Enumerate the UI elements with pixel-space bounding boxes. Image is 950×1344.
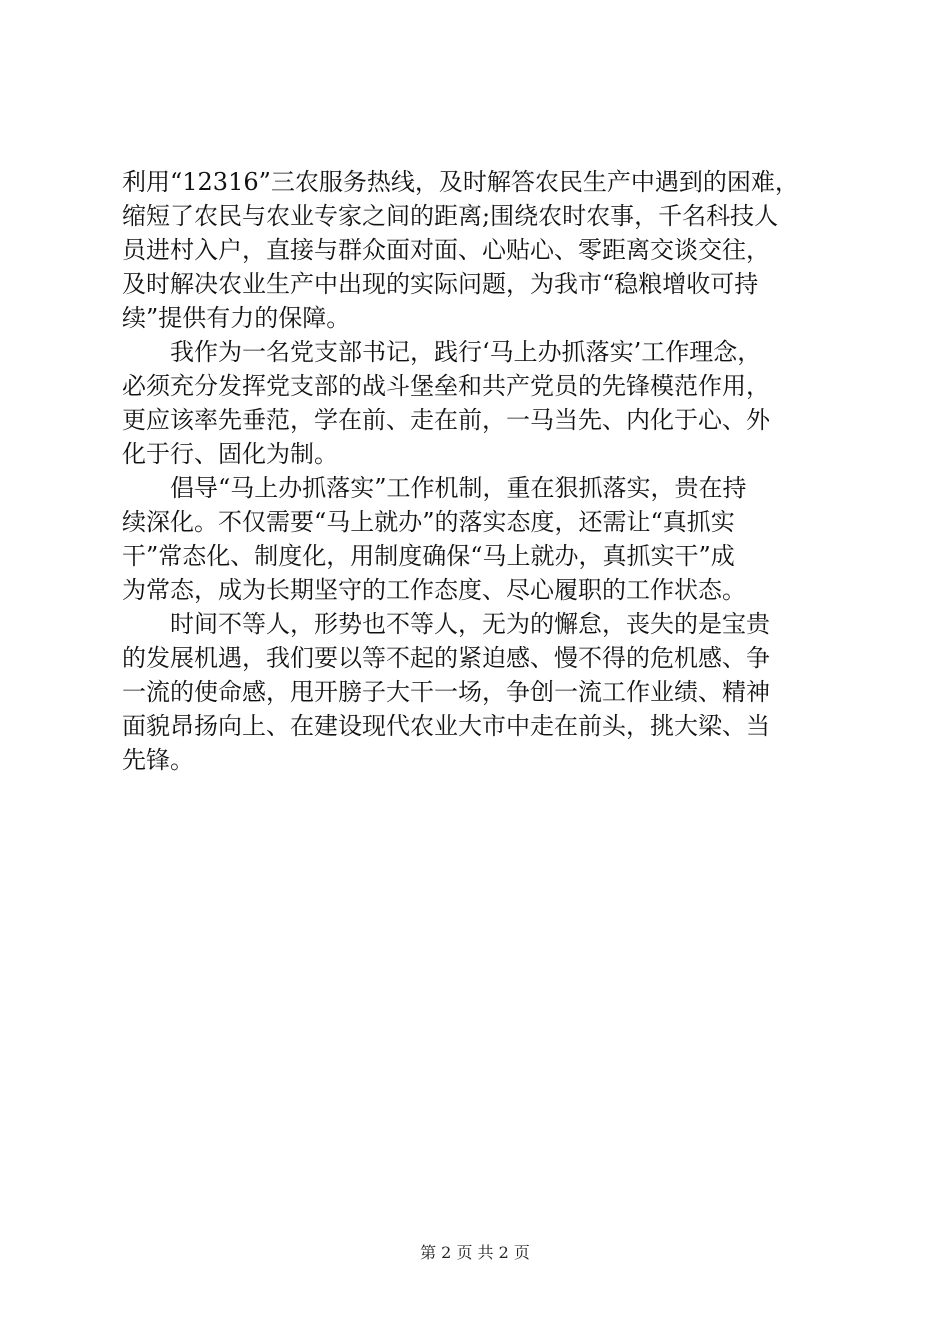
text-line: 必须充分发挥党支部的战斗堡垒和共产党员的先锋模范作用， <box>122 372 770 400</box>
text-line: 的发展机遇，我们要以等不起的紧迫感、慢不得的危机感、争 <box>122 644 770 672</box>
text-line: 及时解决农业生产中出现的实际问题，为我市“稳粮增收可持 <box>122 270 759 298</box>
text-line: 一流的使命感，甩开膀子大干一场，争创一流工作业绩、精神 <box>122 678 770 706</box>
page-number-label: 第 2 页 共 2 页 <box>420 1243 530 1262</box>
text-line: 利用“12316”三农服务热线，及时解答农民生产中遇到的困难， <box>122 168 799 196</box>
page-footer <box>0 1243 950 1263</box>
text-line: 面貌昂扬向上、在建设现代农业大市中走在前头，挑大梁、当 <box>122 712 770 740</box>
text-line: 续”提供有力的保障。 <box>122 304 351 332</box>
text-line: 更应该率先垂范，学在前、走在前，一马当先、内化于心、外 <box>122 406 770 434</box>
text-line: 员进村入户，直接与群众面对面、心贴心、零距离交谈交往， <box>122 236 770 264</box>
text-line: 倡导“马上办抓落实”工作机制，重在狠抓落实，贵在持 <box>122 474 747 502</box>
text-line: 先锋。 <box>122 746 194 774</box>
text-line: 续深化。不仅需要“马上就办”的落实态度，还需让“真抓实 <box>122 508 735 536</box>
text-line: 化于行、固化为制。 <box>122 440 338 468</box>
body-text <box>122 165 832 777</box>
text-line: 缩短了农民与农业专家之间的距离;围绕农时农事，千名科技人 <box>122 202 779 230</box>
text-line: 干”常态化、制度化，用制度确保“马上就办，真抓实干”成 <box>122 542 735 570</box>
text-line: 为常态，成为长期坚守的工作态度、尽心履职的工作状态。 <box>122 576 746 604</box>
text-line: 我作为一名党支部书记，践行‘马上办抓落实’工作理念， <box>122 338 762 366</box>
text-line: 时间不等人，形势也不等人，无为的懈怠，丧失的是宝贵 <box>122 610 770 638</box>
